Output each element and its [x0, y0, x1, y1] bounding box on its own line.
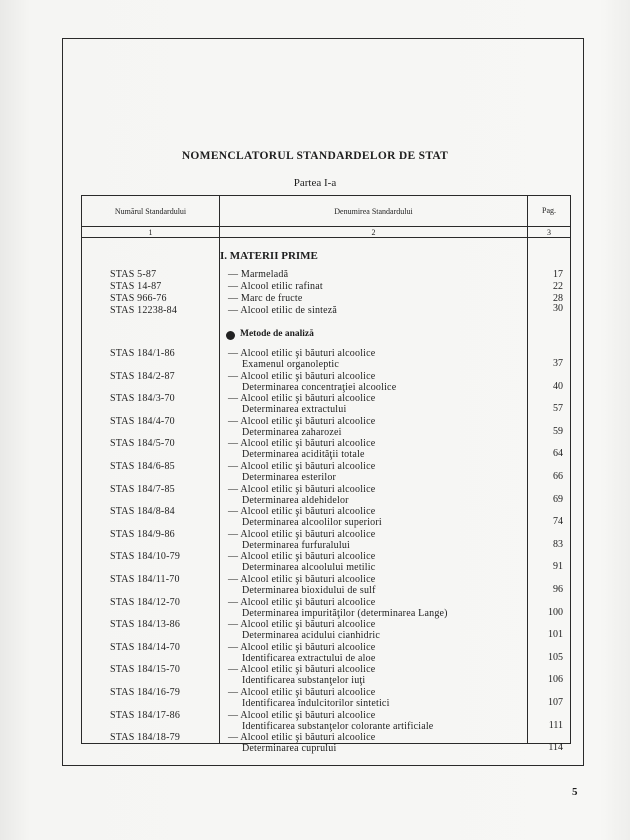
standard-method-detail: Identificarea îndulcitorilor sintetici: [242, 698, 390, 709]
page-reference: 114: [548, 742, 563, 754]
page-reference: 101: [548, 629, 563, 641]
standard-name: — Alcool etilic şi băuturi alcoolice: [228, 415, 376, 427]
header-bottom-line: [81, 237, 571, 238]
page-reference: 100: [548, 606, 563, 618]
standard-code: STAS 5-87: [110, 269, 157, 280]
standard-code: STAS 184/4-70: [110, 415, 175, 427]
page-reference: 37: [553, 358, 563, 369]
page-number: 5: [572, 786, 578, 798]
standard-name: — Alcool etilic şi băuturi alcoolice: [228, 528, 376, 540]
page-reference: 22: [553, 281, 563, 292]
standard-method-detail: Determinarea extractului: [242, 404, 347, 416]
column-divider-2: [527, 195, 528, 743]
standard-name: — Marc de fructe: [228, 293, 303, 304]
standard-name: — Alcool etilic şi băuturi alcoolice: [228, 438, 376, 450]
standard-code: STAS 14-87: [110, 281, 162, 292]
standard-name: — Alcool etilic şi băuturi alcoolice: [228, 393, 376, 405]
page-reference: 64: [553, 448, 563, 460]
page-title: NOMENCLATORUL STANDARDELOR DE STAT: [181, 150, 449, 162]
standard-code: STAS 184/11-70: [110, 574, 180, 585]
page-reference: 28: [553, 293, 563, 304]
standard-method-detail: Determinarea cuprului: [242, 743, 337, 755]
standard-method-detail: Identificarea extractului de aloe: [242, 652, 376, 664]
standard-name: — Alcool etilic şi băuturi alcoolice: [228, 506, 376, 518]
standard-code: STAS 184/17-86: [110, 709, 181, 721]
standard-code: STAS 184/9-86: [110, 528, 175, 540]
standard-method-detail: Determinarea concentraţiei alcoolice: [242, 381, 397, 393]
standard-name: — Alcool etilic şi băuturi alcoolice: [228, 370, 376, 382]
page-reference: 105: [548, 651, 563, 663]
page-reference: 96: [553, 584, 563, 595]
standard-code: STAS 184/1-86: [110, 348, 175, 359]
standard-code: STAS 184/18-79: [110, 732, 181, 744]
page-reference: 83: [553, 538, 563, 550]
page-reference: 66: [553, 471, 563, 482]
header-standard-name: Denumirea Standardului: [334, 207, 413, 216]
standard-code: STAS 184/8-84: [110, 506, 175, 518]
section-title-materii-prime: I. MATERII PRIME: [220, 250, 318, 262]
standard-method-detail: Examenul organoleptic: [242, 359, 340, 370]
header-standard-number: Numărul Standardului: [114, 207, 187, 216]
header-page: Pag.: [542, 206, 556, 215]
standard-code: STAS 184/10-79: [110, 551, 181, 563]
standard-name: — Alcool etilic şi băuturi alcoolice: [228, 574, 376, 585]
standard-name: — Alcool etilic şi băuturi alcoolice: [228, 641, 376, 653]
standard-method-detail: Determinarea acidului cianhidric: [242, 630, 381, 642]
page-reference: 74: [553, 516, 563, 528]
standard-name: — Alcool etilic şi băuturi alcoolice: [228, 551, 376, 563]
standard-method-detail: Determinarea zaharozei: [242, 426, 342, 438]
standard-code: STAS 184/6-85: [110, 461, 175, 472]
standard-name: — Alcool etilic de sinteză: [228, 305, 338, 316]
standard-method-detail: Identificarea substanţelor iuţi: [242, 675, 366, 687]
standard-code: STAS 184/14-70: [110, 641, 181, 653]
standard-method-detail: Identificarea substanţelor colorante artificiale: [242, 720, 434, 732]
standard-method-detail: Determinarea alcoolului metilic: [242, 562, 376, 574]
standard-method-detail: Determinarea alcoolilor superiori: [242, 517, 382, 529]
header-number-1: 1: [148, 228, 153, 237]
standard-code: STAS 184/2-87: [110, 370, 175, 382]
standard-name: — Alcool etilic şi băuturi alcoolice: [228, 596, 376, 608]
page-reference: 91: [553, 561, 563, 573]
standard-code: STAS 184/5-70: [110, 438, 175, 450]
header-number-2: 2: [371, 228, 376, 237]
standard-code: STAS 184/15-70: [110, 664, 181, 676]
standard-method-detail: Determinarea acidităţii totale: [242, 449, 365, 461]
standard-name: — Alcool etilic rafinat: [228, 281, 323, 292]
page-reference: 57: [553, 403, 563, 415]
standard-name: — Alcool etilic şi băuturi alcoolice: [228, 619, 376, 631]
standard-name: — Alcool etilic şi băuturi alcoolice: [228, 483, 376, 495]
standard-method-detail: Determinarea bioxidului de sulf: [242, 585, 376, 596]
standard-name: — Alcool etilic şi băuturi alcoolice: [228, 461, 376, 472]
column-divider-1: [219, 195, 220, 743]
page-reference: 40: [553, 380, 563, 392]
standard-code: STAS 184/16-79: [110, 687, 181, 698]
standard-method-detail: Determinarea aldehidelor: [242, 494, 349, 506]
standard-method-detail: Determinarea esterilor: [242, 472, 337, 483]
standard-code: STAS 184/3-70: [110, 393, 175, 405]
standard-code: STAS 184/13-86: [110, 619, 181, 631]
page-reference: 106: [548, 674, 563, 686]
table-left-border: [81, 195, 82, 743]
page-reference: 107: [548, 697, 563, 708]
header-separator: [81, 226, 571, 227]
section-title-metode-analiza: Metode de analiză: [240, 329, 314, 339]
standard-name: — Alcool etilic şi băuturi alcoolice: [228, 732, 376, 744]
standard-name: — Alcool etilic şi băuturi alcoolice: [228, 664, 376, 676]
standard-code: STAS 12238-84: [110, 305, 178, 316]
page-subtitle: Partea I-a: [293, 177, 337, 189]
standard-method-detail: Determinarea furfuralului: [242, 539, 351, 551]
standard-method-detail: Determinarea impurităţilor (determinarea Lange): [242, 607, 448, 619]
page-reference: 69: [553, 493, 563, 505]
standard-name: — Alcool etilic şi băuturi alcoolice: [228, 687, 376, 698]
standard-name: — Alcool etilic şi băuturi alcoolice: [228, 709, 376, 721]
standard-code: STAS 184/7-85: [110, 483, 175, 495]
standard-code: STAS 184/12-70: [110, 596, 181, 608]
page-reference: 59: [553, 425, 563, 437]
standard-name: — Alcool etilic şi băuturi alcoolice: [228, 348, 376, 359]
page-reference: 17: [553, 269, 563, 280]
table-right-border: [570, 195, 571, 743]
standard-name: — Marmeladă: [228, 269, 289, 280]
page-reference: 111: [548, 719, 563, 731]
page-reference: 30: [553, 303, 563, 314]
bullet-icon: [226, 331, 235, 340]
standard-code: STAS 966-76: [110, 293, 167, 304]
header-number-3: 3: [547, 228, 551, 237]
